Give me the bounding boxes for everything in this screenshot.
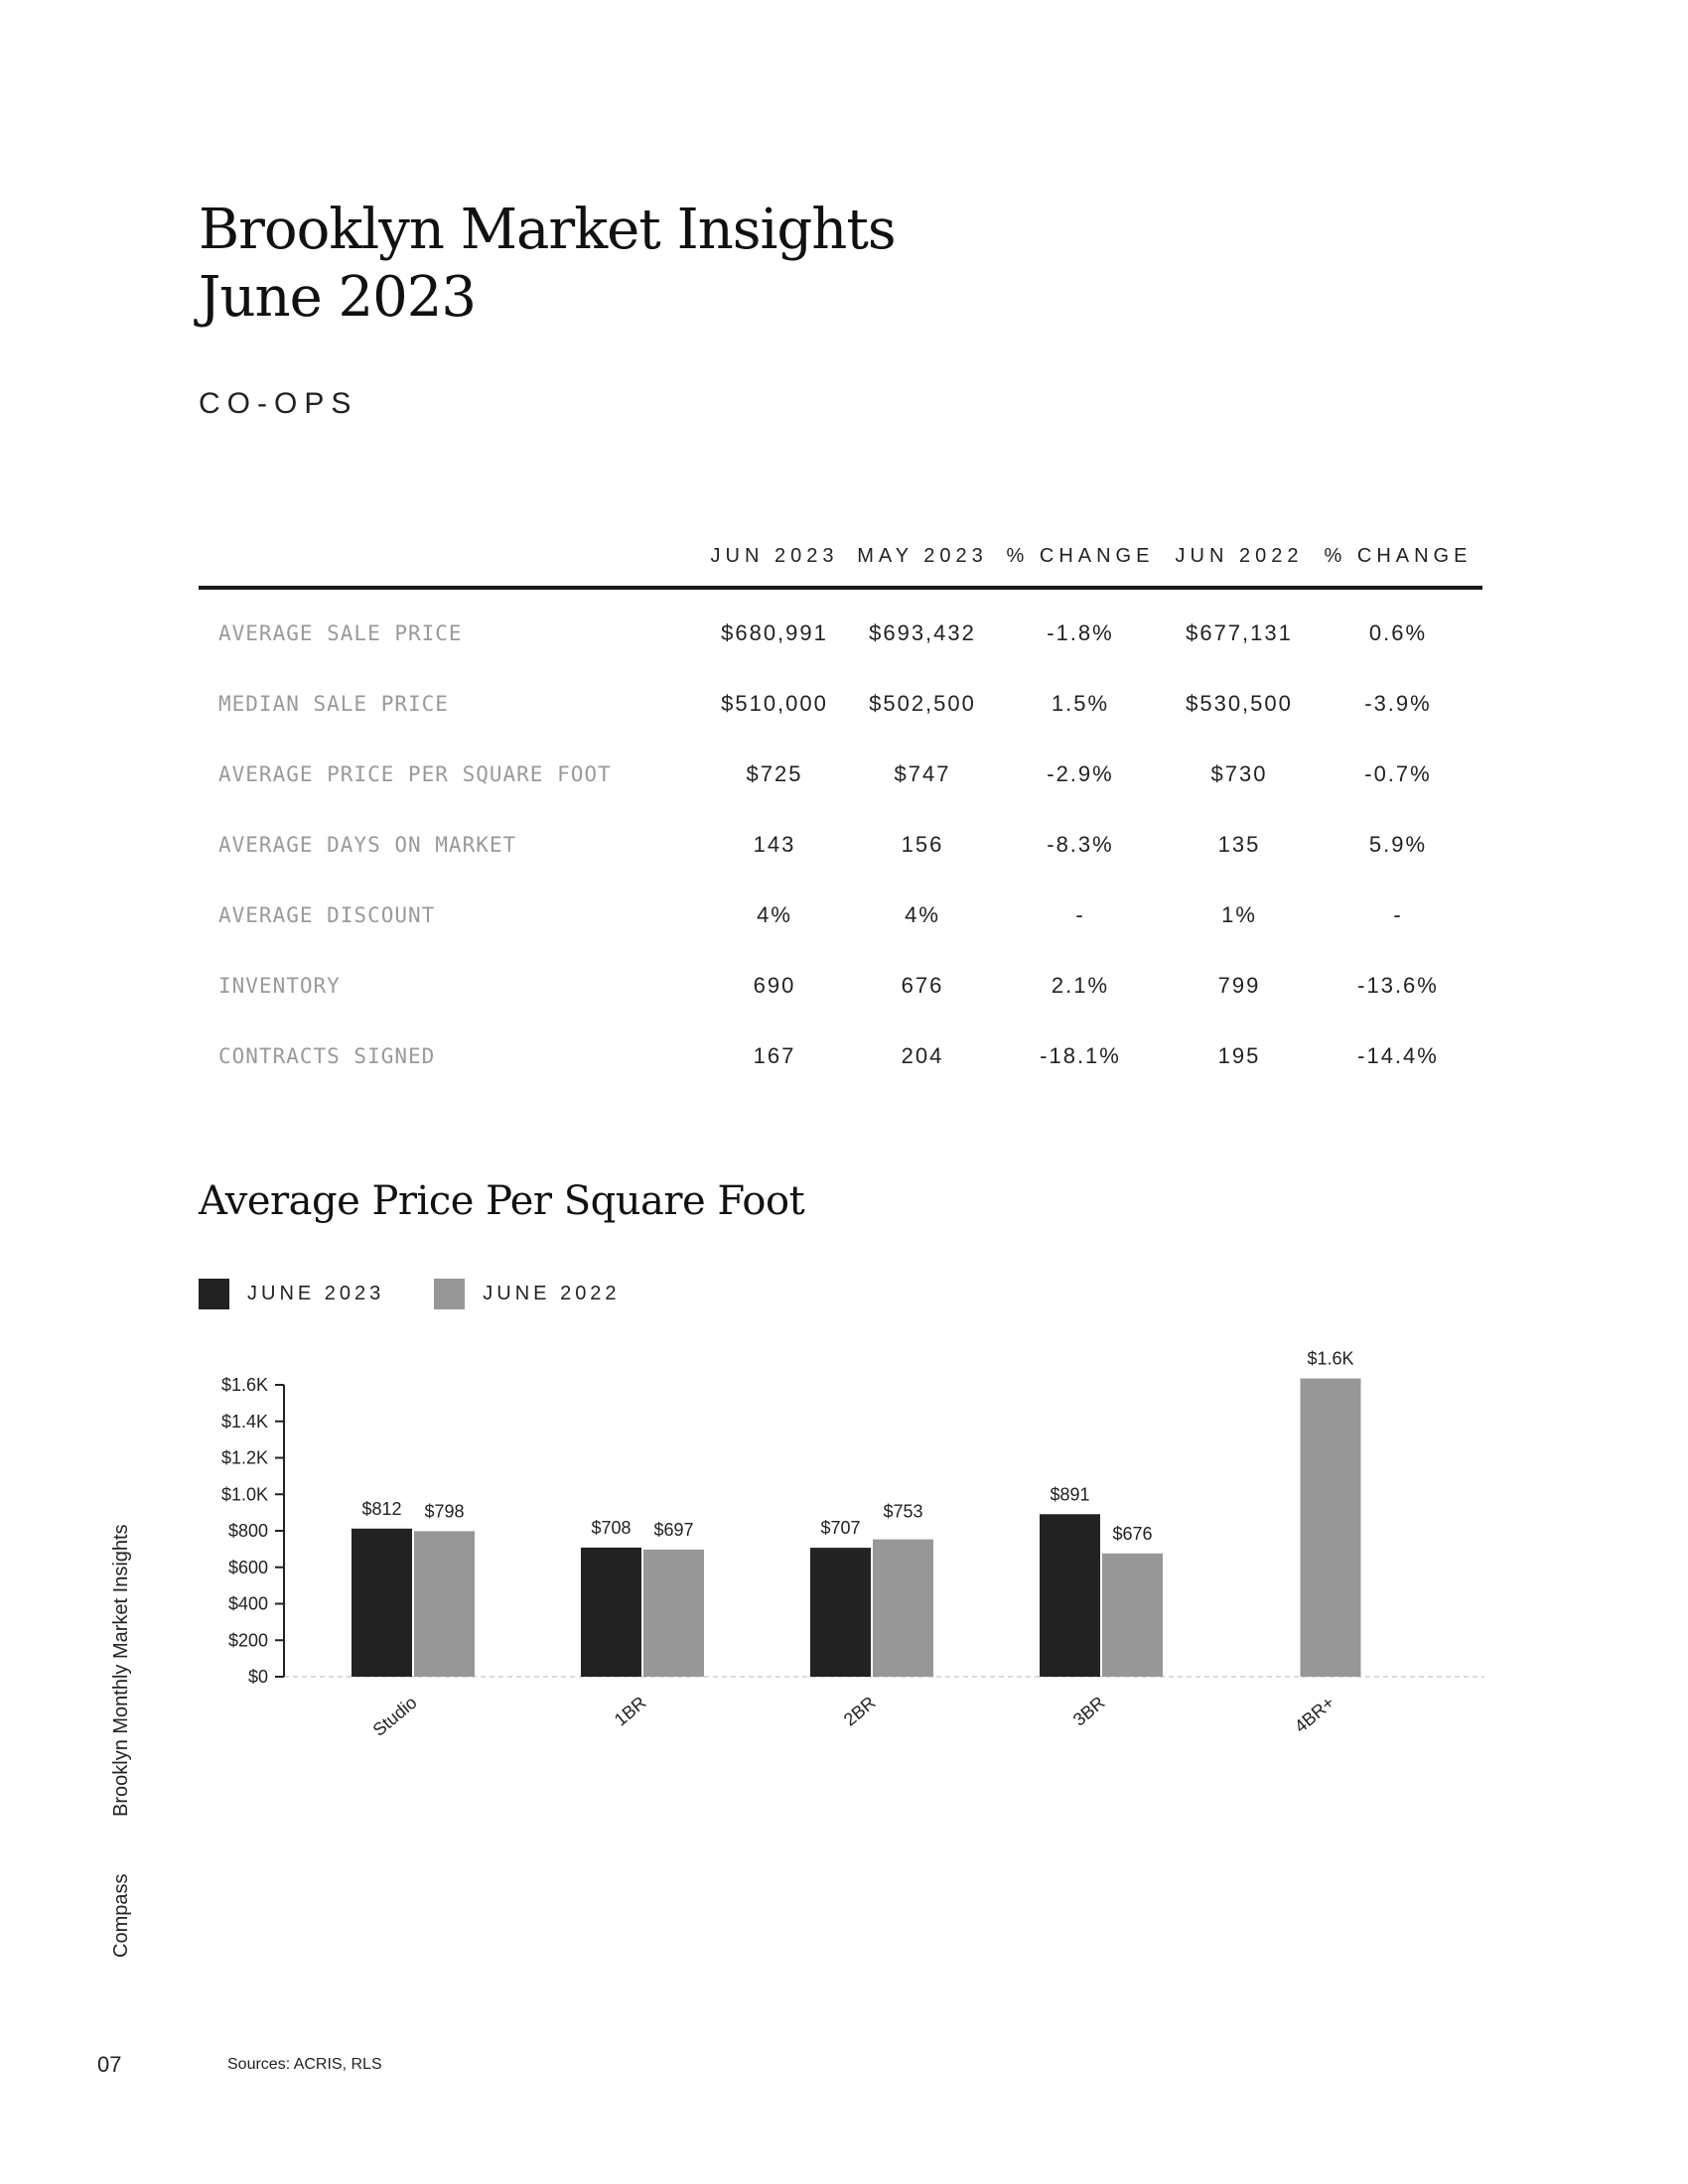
table-cell: $677,131 <box>1186 619 1293 645</box>
table-cell: -13.6% <box>1357 972 1439 998</box>
table-cell: 204 <box>901 1042 944 1068</box>
y-tick-label: $0 <box>247 1667 268 1687</box>
table-row <box>199 1021 1482 1091</box>
table-cell: -0.7% <box>1364 760 1432 786</box>
column-header: MAY 2023 <box>849 526 996 588</box>
column-header-metric <box>199 526 700 588</box>
table-header-row <box>199 526 1482 588</box>
page-title-line-2: June 2023 <box>199 265 477 330</box>
table-cell: -18.1% <box>1040 1042 1121 1068</box>
data-label: $753 <box>883 1501 923 1522</box>
bar-june-2022-1br <box>643 1550 704 1677</box>
y-tick-label: $1.4K <box>220 1411 268 1432</box>
page-title-line-1: Brooklyn Market Insights <box>199 198 896 262</box>
row-label: CONTRACTS SIGNED <box>218 1043 436 1068</box>
legend-label: JUNE 2022 <box>483 1283 621 1304</box>
bar-june-2022-4br <box>1301 1379 1361 1677</box>
legend-item-june-2022 <box>434 1279 620 1309</box>
table-cell: $510,000 <box>721 690 828 716</box>
bar-june-2022-3br <box>1102 1554 1163 1677</box>
table-cell: 0.6% <box>1368 619 1428 645</box>
column-header: JUN 2023 <box>700 526 849 588</box>
y-tick-label: $1.6K <box>220 1375 268 1395</box>
table-cell: 676 <box>901 972 944 998</box>
table-row <box>199 809 1482 880</box>
y-tick-label: $1.2K <box>220 1447 268 1468</box>
table-cell: $730 <box>1210 760 1268 786</box>
table-cell: 1% <box>1221 901 1257 927</box>
table-cell: -14.4% <box>1357 1042 1439 1068</box>
x-tick-label: 4BR+ <box>1290 1692 1338 1737</box>
bar-june-2023-1br <box>581 1548 641 1677</box>
data-label: $697 <box>653 1519 694 1540</box>
table-cell: 2.1% <box>1051 972 1110 998</box>
x-tick-label: 3BR <box>1068 1692 1109 1730</box>
table-cell: $680,991 <box>721 619 828 645</box>
data-label: $708 <box>591 1517 632 1538</box>
y-tick-label: $1.0K <box>220 1484 268 1505</box>
x-tick-label: 2BR <box>839 1692 880 1730</box>
table-cell: $502,500 <box>869 690 976 716</box>
table-cell: 156 <box>901 831 944 857</box>
table-cell: $530,500 <box>1186 690 1293 716</box>
row-label: AVERAGE SALE PRICE <box>218 620 463 645</box>
table-row <box>199 950 1482 1021</box>
table-cell: -2.9% <box>1047 760 1114 786</box>
table-cell: $747 <box>894 760 951 786</box>
table-cell: -1.8% <box>1047 619 1114 645</box>
legend-item-june-2023 <box>199 1279 384 1309</box>
table-cell: 143 <box>753 831 796 857</box>
table-row <box>199 739 1482 809</box>
data-label: $891 <box>1050 1484 1090 1505</box>
data-label: $707 <box>820 1518 861 1539</box>
table-cell: 5.9% <box>1368 831 1428 857</box>
bar-june-2023-3br <box>1040 1514 1100 1677</box>
column-header: JUN 2022 <box>1165 526 1314 588</box>
y-tick-label: $600 <box>227 1557 268 1577</box>
table-cell: 4% <box>757 901 792 927</box>
row-label: MEDIAN SALE PRICE <box>218 691 449 716</box>
table-row <box>199 880 1482 950</box>
bar-june-2023-studio <box>352 1529 412 1677</box>
legend-swatch-june-2023 <box>199 1279 229 1309</box>
column-header: % CHANGE <box>996 526 1165 588</box>
x-tick-label: Studio <box>368 1692 421 1740</box>
table-row <box>199 588 1482 668</box>
table-cell: 195 <box>1217 1042 1261 1068</box>
page-number: 07 <box>97 2052 122 2077</box>
page-title <box>199 197 896 332</box>
sources-note: Sources: ACRIS, RLS <box>227 2056 382 2073</box>
section-label: CO-OPS <box>199 387 358 420</box>
legend-label: JUNE 2023 <box>247 1283 385 1304</box>
bar-june-2022-studio <box>414 1531 475 1677</box>
table-cell: -3.9% <box>1364 690 1432 716</box>
table-cell: 167 <box>753 1042 796 1068</box>
y-tick-label: $800 <box>227 1521 268 1541</box>
table-cell: 690 <box>753 972 796 998</box>
table-cell: 135 <box>1217 831 1261 857</box>
sidebar-publication-title: Brooklyn Monthly Market Insights <box>110 1524 132 1817</box>
data-label: $1.6K <box>1307 1348 1354 1369</box>
table-cell: $693,432 <box>869 619 976 645</box>
table-cell: 799 <box>1217 972 1261 998</box>
table-cell: -8.3% <box>1047 831 1114 857</box>
sidebar-brand: Compass <box>110 1873 132 1958</box>
table-cell: $725 <box>746 760 803 786</box>
row-label: AVERAGE DAYS ON MARKET <box>218 832 517 857</box>
data-label: $676 <box>1112 1523 1153 1544</box>
chart-legend <box>199 1279 670 1309</box>
data-label: $812 <box>361 1498 402 1519</box>
bar-june-2022-2br <box>873 1540 933 1677</box>
data-label: $798 <box>424 1501 465 1522</box>
y-tick-label: $400 <box>227 1593 268 1614</box>
row-label: AVERAGE PRICE PER SQUARE FOOT <box>218 761 612 786</box>
column-header: % CHANGE <box>1314 526 1482 588</box>
table-row <box>199 668 1482 739</box>
row-label: INVENTORY <box>218 973 341 998</box>
x-tick-label: 1BR <box>610 1692 650 1730</box>
chart-title: Average Price Per Square Foot <box>199 1178 805 1224</box>
legend-swatch-june-2022 <box>434 1279 465 1309</box>
table-cell: 1.5% <box>1051 690 1110 716</box>
bar-june-2023-2br <box>810 1548 871 1677</box>
table-cell: - <box>1393 901 1403 927</box>
bar-chart <box>199 1330 1489 1767</box>
row-label: AVERAGE DISCOUNT <box>218 902 436 927</box>
table-cell: - <box>1075 901 1085 927</box>
stats-table <box>199 526 1482 1091</box>
y-tick-label: $200 <box>227 1630 268 1651</box>
table-cell: 4% <box>905 901 940 927</box>
